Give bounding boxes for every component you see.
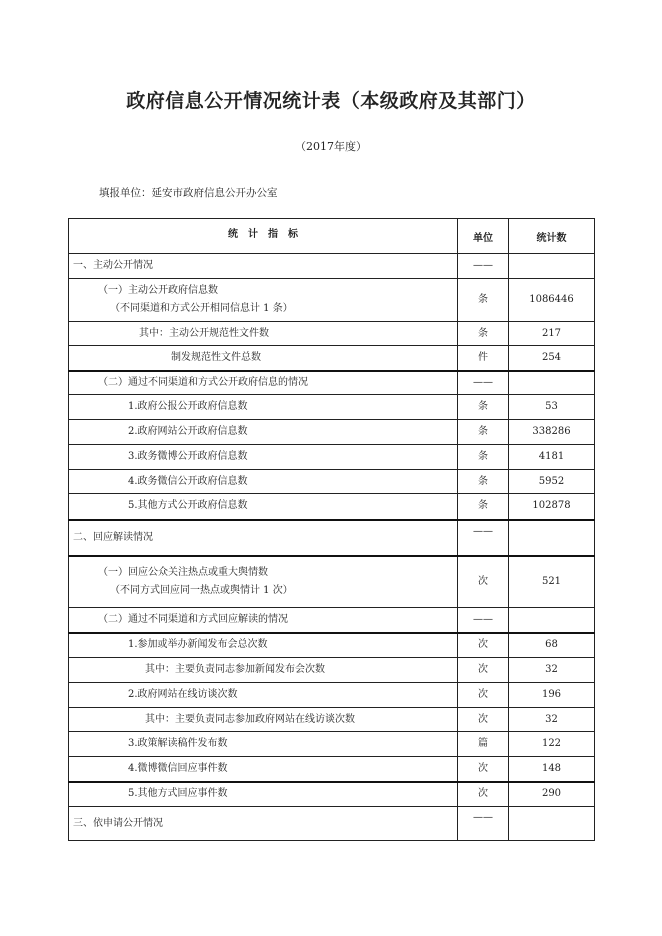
page-title: 政府信息公开情况统计表（本级政府及其部门）	[126, 90, 536, 112]
indicator-cell	[69, 322, 458, 346]
indicator-cell	[69, 254, 458, 279]
indicator-label: 4.政务微信公开政府信息数	[128, 475, 248, 487]
table-row	[69, 782, 595, 807]
report-year: （2017年度）	[295, 140, 367, 153]
unit-cell: 条	[458, 279, 509, 322]
indicator-cell	[69, 371, 458, 395]
unit-cell: 次	[458, 683, 509, 708]
table-row	[69, 420, 595, 445]
count-cell	[509, 254, 595, 279]
indicator-note: （不同方式回应同一热点或舆情计 1 次）	[110, 584, 293, 596]
unit-cell: 条	[458, 420, 509, 445]
count-cell	[509, 520, 595, 556]
table-row	[69, 683, 595, 708]
count-cell: 338286	[509, 420, 595, 445]
indicator-label: 4.微博微信回应事件数	[128, 762, 228, 774]
indicator-cell	[69, 279, 458, 322]
table-row	[69, 520, 595, 556]
table-header	[69, 219, 595, 254]
unit-cell: 条	[458, 395, 509, 420]
unit-cell: ——	[458, 608, 509, 633]
indicator-cell	[69, 757, 458, 782]
count-cell: 122	[509, 732, 595, 757]
unit-cell: 条	[458, 494, 509, 520]
unit-cell: 条	[458, 470, 509, 494]
table-row	[69, 254, 595, 279]
count-cell	[509, 807, 595, 841]
reporting-unit: 填报单位：延安市政府信息公开办公室	[99, 187, 278, 199]
table-row	[69, 757, 595, 782]
indicator-cell	[69, 420, 458, 445]
indicator-label: 一、主动公开情况	[73, 260, 153, 271]
unit-cell: 篇	[458, 732, 509, 757]
indicator-cell	[69, 470, 458, 494]
table-row	[69, 371, 595, 395]
table-row	[69, 807, 595, 841]
indicator-cell	[69, 807, 458, 841]
indicator-cell	[69, 732, 458, 757]
count-cell: 290	[509, 782, 595, 807]
indicator-label: 三、依申请公开情况	[73, 817, 163, 829]
indicator-label: 1.参加或举办新闻发布会总次数	[128, 639, 268, 651]
unit-cell: ——	[458, 520, 509, 556]
count-cell: 5952	[509, 470, 595, 494]
count-cell: 32	[509, 658, 595, 683]
table-row	[69, 708, 595, 732]
unit-cell: ——	[458, 807, 509, 841]
indicator-label: 2.政府网站在线访谈次数	[128, 689, 238, 700]
table-row	[69, 658, 595, 683]
header-count: 统计数	[509, 219, 595, 254]
count-cell: 102878	[509, 494, 595, 520]
indicator-label: 制发规范性文件总数	[171, 351, 261, 363]
count-cell: 196	[509, 683, 595, 708]
table-row	[69, 732, 595, 757]
indicator-note: （不同渠道和方式公开相同信息计 1 条）	[110, 303, 293, 314]
count-cell	[509, 608, 595, 633]
indicator-cell	[69, 782, 458, 807]
count-cell: 4181	[509, 445, 595, 470]
indicator-cell	[69, 520, 458, 556]
indicator-label: 3.政务微博公开政府信息数	[128, 451, 248, 462]
indicator-cell	[69, 608, 458, 633]
table-row	[69, 279, 595, 322]
table-row	[69, 494, 595, 520]
indicator-cell	[69, 395, 458, 420]
count-cell: 68	[509, 633, 595, 658]
indicator-label: 2.政府网站公开政府信息数	[128, 426, 248, 437]
indicator-cell	[69, 708, 458, 732]
indicator-label: （一）回应公众关注热点或重大舆情数	[98, 566, 268, 578]
count-cell: 148	[509, 757, 595, 782]
table-row	[69, 322, 595, 346]
table-row	[69, 445, 595, 470]
indicator-cell	[69, 346, 458, 371]
count-cell: 217	[509, 322, 595, 346]
table-row	[69, 556, 595, 608]
statistics-table	[68, 218, 595, 841]
indicator-label: 其中：主要负责同志参加政府网站在线访谈次数	[145, 713, 355, 725]
indicator-label: （一）主动公开政府信息数	[98, 285, 218, 296]
count-cell: 521	[509, 556, 595, 608]
indicator-cell	[69, 494, 458, 520]
indicator-label: 1.政府公报公开政府信息数	[128, 401, 248, 412]
unit-cell: 次	[458, 708, 509, 732]
table-row	[69, 608, 595, 633]
table-row	[69, 470, 595, 494]
count-cell: 254	[509, 346, 595, 371]
indicator-cell	[69, 683, 458, 708]
unit-cell: ——	[458, 371, 509, 395]
indicator-label: 其中：主要负责同志参加新闻发布会次数	[145, 664, 325, 675]
unit-cell: 条	[458, 322, 509, 346]
indicator-label: 二、回应解读情况	[73, 531, 153, 543]
header-indicator: 统 计 指 标	[69, 219, 458, 254]
indicator-label: 其中：主动公开规范性文件数	[139, 327, 269, 339]
indicator-label: （二）通过不同渠道和方式回应解读的情况	[98, 613, 288, 625]
count-cell	[509, 371, 595, 395]
unit-cell: 条	[458, 445, 509, 470]
table-row	[69, 346, 595, 371]
unit-cell: 次	[458, 658, 509, 683]
indicator-cell	[69, 556, 458, 608]
count-cell: 32	[509, 708, 595, 732]
header-unit: 单位	[458, 219, 509, 254]
indicator-cell	[69, 658, 458, 683]
unit-cell: 次	[458, 633, 509, 658]
count-cell: 53	[509, 395, 595, 420]
unit-cell: 件	[458, 346, 509, 371]
indicator-label: 3.政策解读稿件发布数	[128, 738, 228, 749]
unit-cell: ——	[458, 254, 509, 279]
unit-cell: 次	[458, 556, 509, 608]
indicator-cell	[69, 445, 458, 470]
unit-cell: 次	[458, 782, 509, 807]
indicator-label: 5.其他方式公开政府信息数	[128, 500, 248, 512]
table-row	[69, 395, 595, 420]
indicator-cell	[69, 633, 458, 658]
indicator-label: （二）通过不同渠道和方式公开政府信息的情况	[98, 376, 308, 388]
count-cell: 1086446	[509, 279, 595, 322]
unit-cell: 次	[458, 757, 509, 782]
table-row	[69, 633, 595, 658]
indicator-label: 5.其他方式回应事件数	[128, 788, 228, 800]
